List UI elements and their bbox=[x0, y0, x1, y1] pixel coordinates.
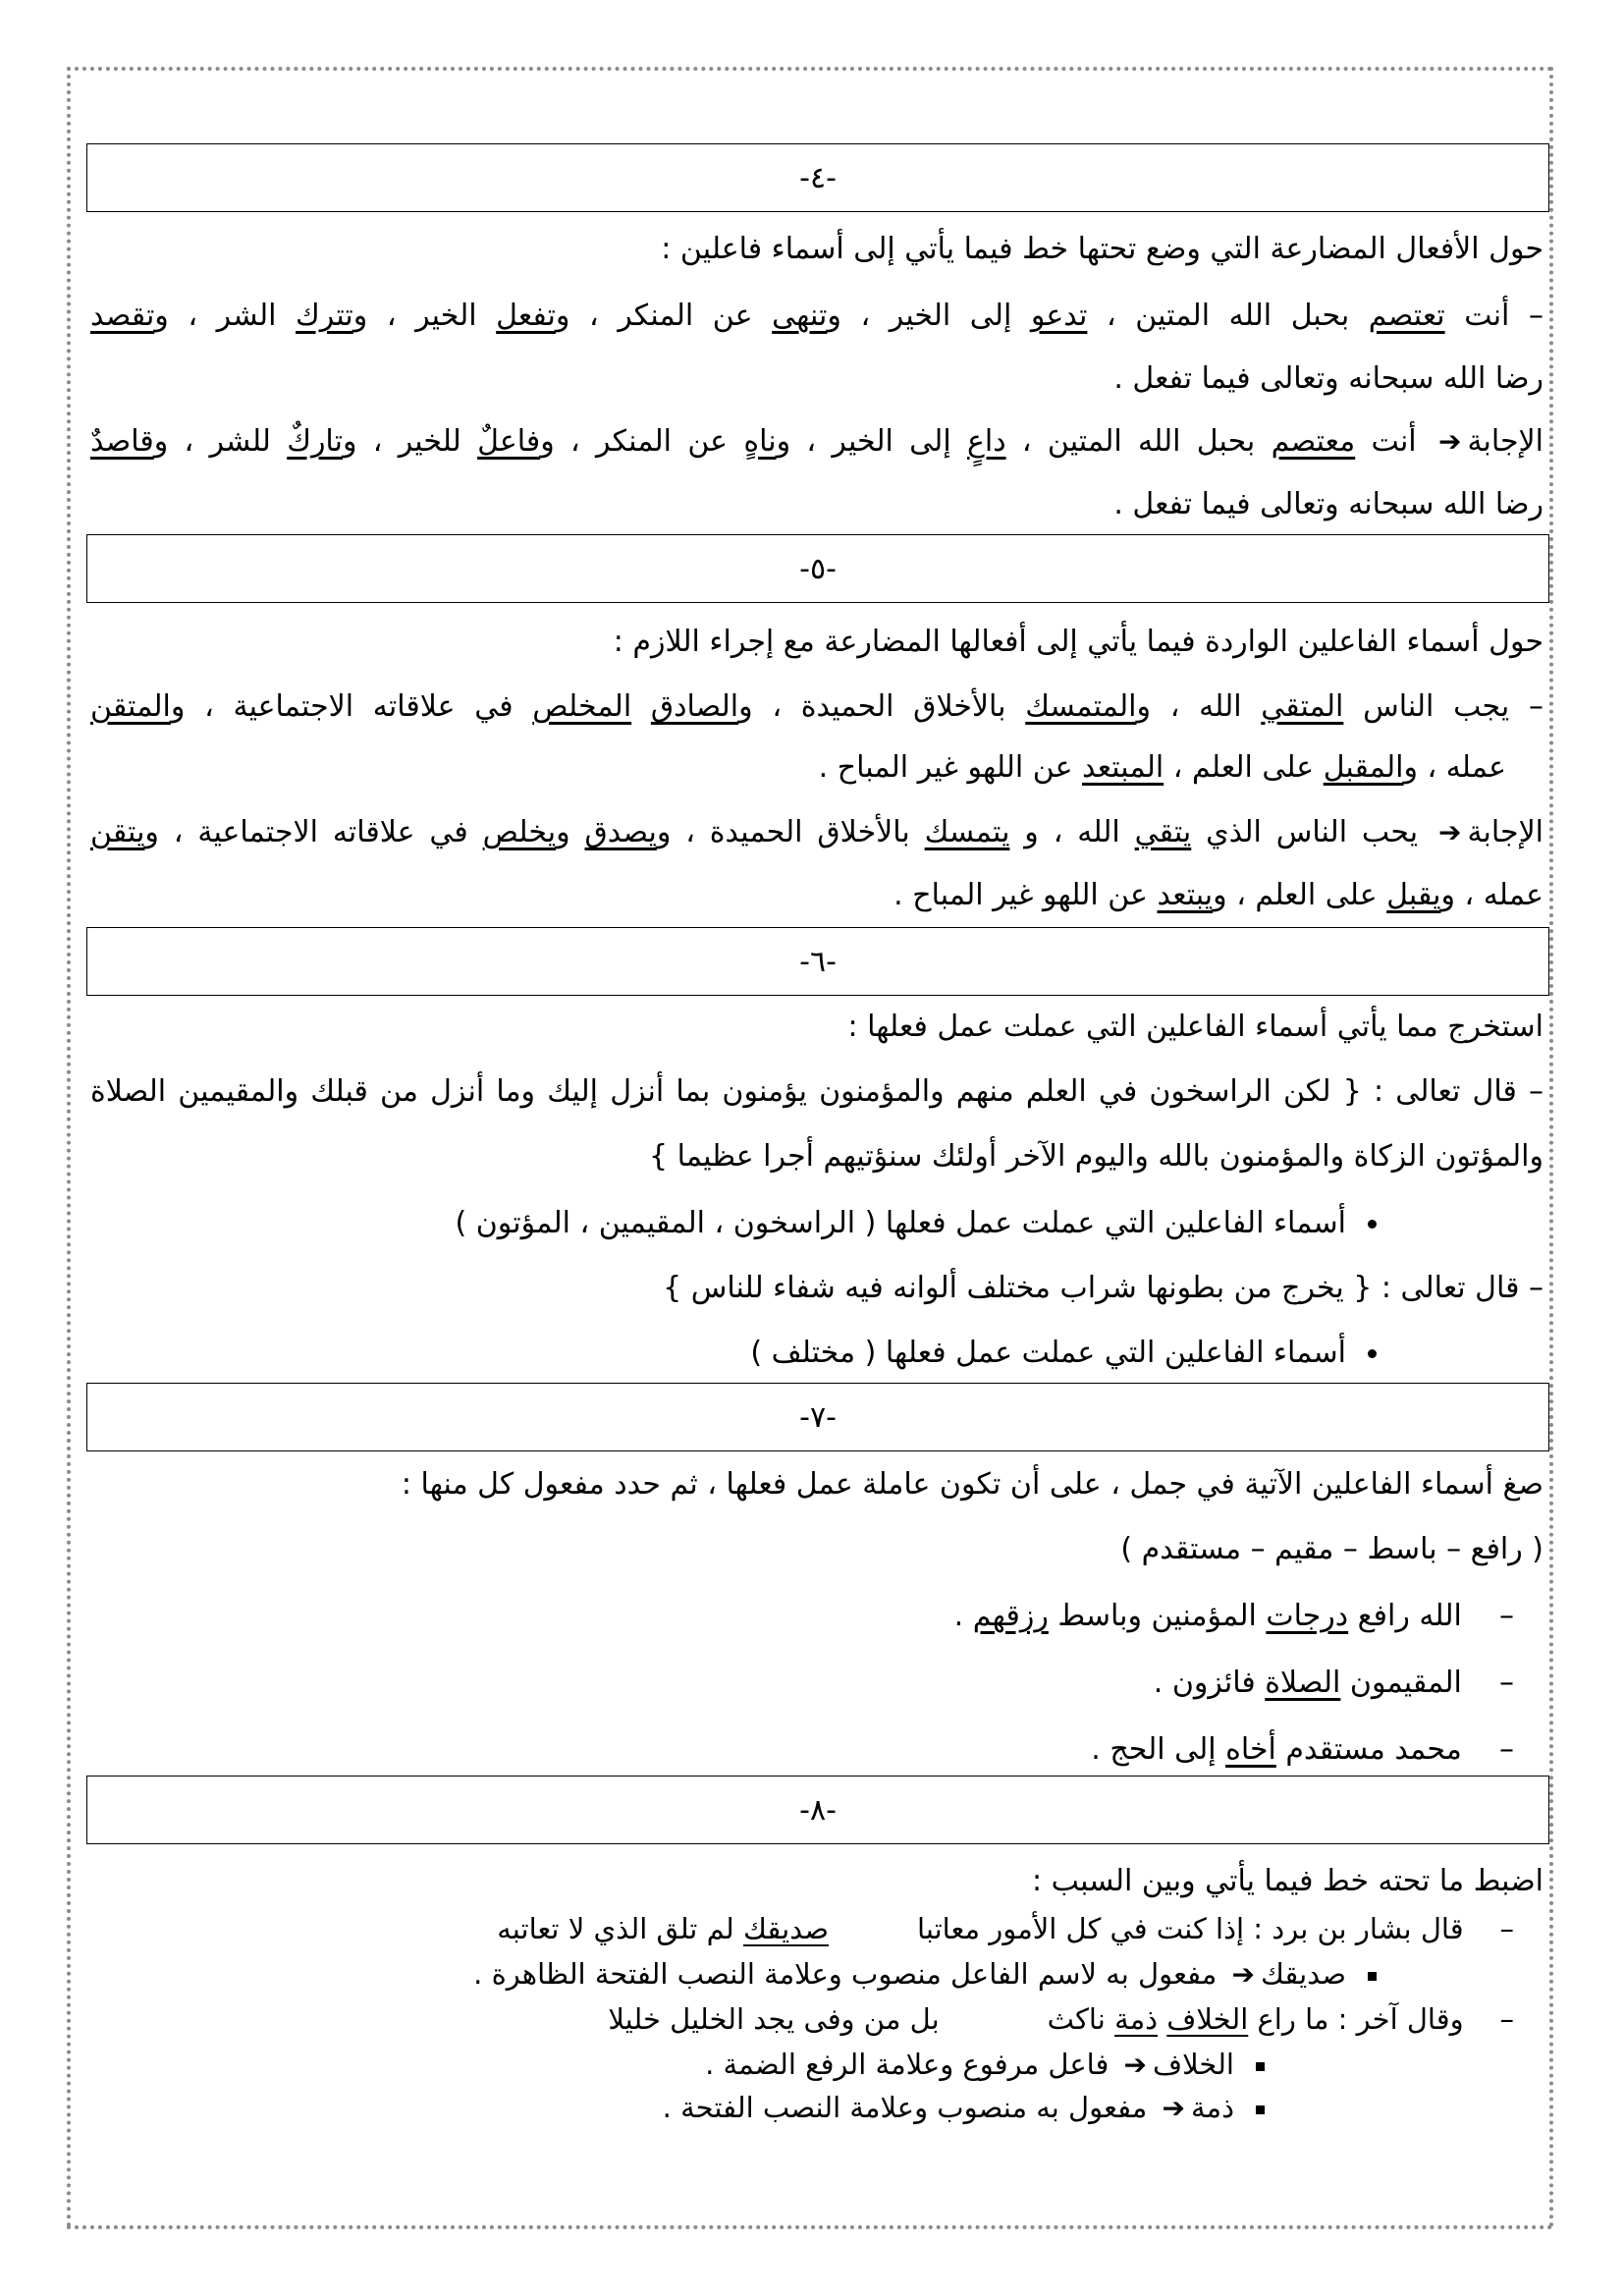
bullet-item: أسماء الفاعلين التي عملت عمل فعلها ( الراسخون ، المقيمين ، المؤتون ) bbox=[0, 1202, 1377, 1245]
instruction: اضبط ما تحته خط فيما يأتي وبين السبب : bbox=[1031, 1864, 1543, 1898]
sentence: – محمد مستقدم أخاه إلى الحج . bbox=[1091, 1732, 1514, 1767]
answer-line: الإجابة➔ يحب الناس الذي يتقي الله ، و يتمسك بالأخلاق الحميدة ، ويصدق ويخلص في علاقاته الاجتماعية ، ويتقن bbox=[90, 815, 1544, 849]
section-number: -٧- bbox=[799, 1399, 837, 1435]
section-7-header bbox=[86, 1383, 1549, 1451]
poem-line: – قال بشار بن برد : إذا كنت في كل الأمور معاتباصديقك لم تلق الذي لا تعاتبه bbox=[497, 1912, 1514, 1945]
arrow-icon: ➔ bbox=[1437, 816, 1462, 848]
section-number: -٤- bbox=[799, 160, 837, 195]
question-line: – يجب الناس المتقي الله ، والمتمسك بالأخلاق الحميدة ، والصادق المخلص في علاقاته الاجتماعية ، والمتقن bbox=[90, 689, 1543, 724]
section-number: -٥- bbox=[799, 551, 837, 586]
question-line: رضا الله سبحانه وتعالى فيما تفعل . bbox=[1113, 361, 1543, 396]
sentence: – الله رافع درجات المؤمنين وباسط رزقهم . bbox=[953, 1599, 1514, 1633]
answer-line: رضا الله سبحانه وتعالى فيما تفعل . bbox=[1113, 487, 1543, 521]
question-line: – أنت تعتصم بحبل الله المتين ، تدعو إلى الخير ، وتنهى عن المنكر ، وتفعل الخير ، وتترك الشر ، وتقصد bbox=[90, 299, 1543, 333]
square-bullet-icon bbox=[1256, 2062, 1265, 2071]
square-bullet-icon bbox=[1368, 1972, 1377, 1981]
arrow-icon: ➔ bbox=[1231, 1958, 1255, 1991]
instruction: استخرج مما يأتي أسماء الفاعلين التي عملت عمل فعلها : bbox=[847, 1010, 1543, 1044]
arrow-icon: ➔ bbox=[1437, 425, 1462, 458]
section-4-header bbox=[86, 143, 1549, 212]
instruction: صغ أسماء الفاعلين الآتية في جمل ، على أن تكون عاملة عمل فعلها ، ثم حدد مفعول كل منها : bbox=[401, 1467, 1543, 1502]
verse-line: – قال تعالى : { يخرج من بطونها شراب مختلف ألوانه فيه شفاء للناس } bbox=[663, 1271, 1543, 1305]
instruction: حول أسماء الفاعلين الواردة فيما يأتي إلى أفعالها المضارعة مع إجراء اللازم : bbox=[613, 625, 1543, 659]
section-5-header bbox=[86, 534, 1549, 603]
section-8-header bbox=[86, 1776, 1549, 1844]
bullet-item: أسماء الفاعلين التي عملت عمل فعلها ( مختلف ) bbox=[0, 1332, 1377, 1375]
note-item: صديقك➔ مفعول به لاسم الفاعل منصوب وعلامة النصب الفتحة الظاهرة . bbox=[0, 1952, 1377, 1996]
section-number: -٨- bbox=[799, 1792, 837, 1828]
answer-line: الإجابة➔ أنت معتصم بحبل الله المتين ، داعٍ إلى الخير ، وناهٍ عن المنكر ، وفاعلٌ للخير ، وتاركٌ للشر ، وقاصدٌ bbox=[90, 424, 1544, 459]
section-6-header bbox=[86, 927, 1549, 996]
word-list: ( رافع – باسط – مقيم – مستقدم ) bbox=[1120, 1532, 1543, 1566]
poem-line: – وقال آخر : ما راع الخلاف ذمة ناكثبل من وفى يجد الخليل خليلا bbox=[608, 2002, 1514, 2036]
verse-line: والمؤتون الزكاة والمؤمنون بالله واليوم الآخر أولئك سنؤتيهم أجرا عظيما } bbox=[648, 1139, 1543, 1174]
note-item: ذمة➔ مفعول به منصوب وعلامة النصب الفتحة . bbox=[0, 2086, 1265, 2130]
sentence: – المقيمون الصلاة فائزون . bbox=[1153, 1666, 1514, 1700]
arrow-icon: ➔ bbox=[1123, 2049, 1148, 2081]
square-bullet-icon bbox=[1256, 2105, 1265, 2114]
section-number: -٦- bbox=[799, 944, 837, 979]
bullet-icon bbox=[1368, 1349, 1377, 1358]
arrow-icon: ➔ bbox=[1162, 2092, 1185, 2124]
question-line: عمله ، والمقبل على العلم ، المبتعد عن اللهو غير المباح . bbox=[818, 750, 1506, 785]
instruction: حول الأفعال المضارعة التي وضع تحتها خط فيما يأتي إلى أسماء فاعلين : bbox=[661, 232, 1543, 266]
answer-line: عمله ، ويقبل على العلم ، ويبتعد عن اللهو غير المباح . bbox=[893, 878, 1543, 912]
note-item: الخلاف➔ فاعل مرفوع وعلامة الرفع الضمة . bbox=[0, 2043, 1265, 2087]
bullet-icon bbox=[1368, 1220, 1377, 1229]
verse-line: – قال تعالى : { لكن الراسخون في العلم منهم والمؤمنون يؤمنون بما أنزل إليك وما أنزل من قبلك والمقيمين الصلاة bbox=[90, 1074, 1543, 1109]
